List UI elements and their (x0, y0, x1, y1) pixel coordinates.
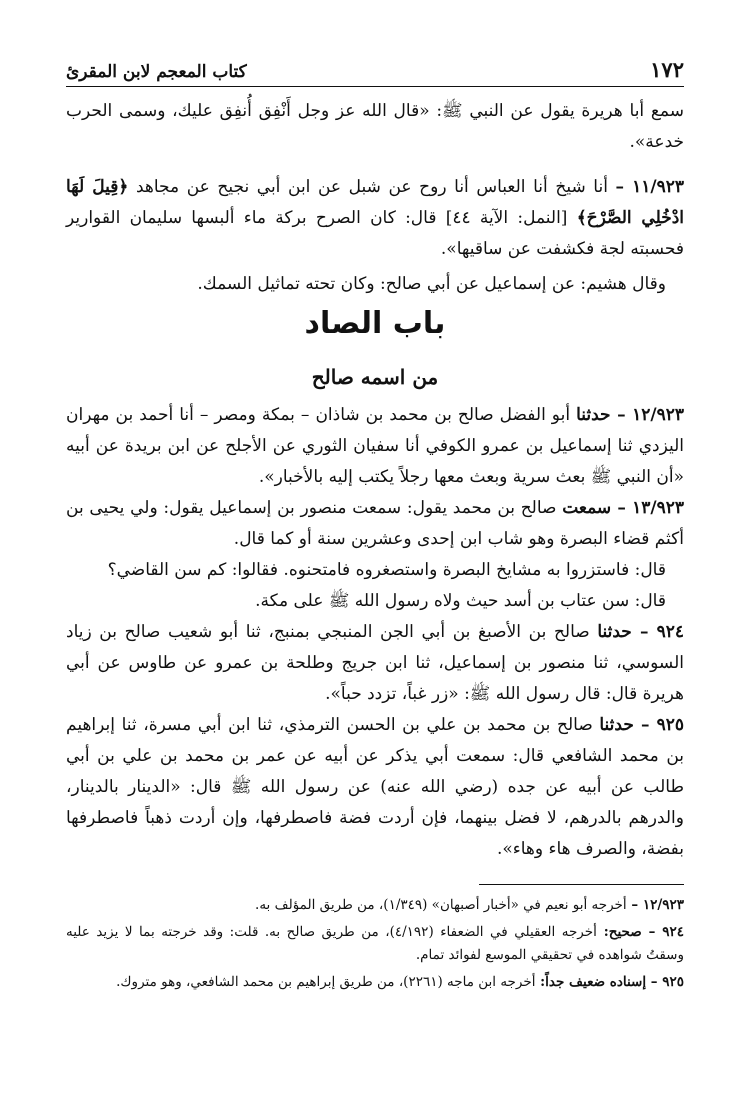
hadith-text: صالح بن محمد بن علي بن الحسن الترمذي، ثنا ابن أبي مسرة، ثنا إبراهيم بن محمد الشافعي قال: سمعت أبي يذكر عن أبيه عن عمر بن محمد بن علي بن أبي طالب عن أبيه عن جده (رضي الله عنه) عن رسول الله ﷺ قال: «الدينار بالدينار، والدرهم بالدرهم، لا فضل بينهما، فإن أردت فضة فاصطرفها، وإن أردت ذهباً فاصطرفها بفضة، والصرف هاء وهاء». (66, 715, 684, 859)
hadith-923-13 (66, 493, 684, 555)
hadith-number: ١١/٩٢٣ – (615, 177, 684, 197)
hadith-text: صالح بن الأصبغ بن أبي الجن المنبجي بمنبج، ثنا أبو شعيب صالح بن زياد السوسي، ثنا منصور بن إسماعيل، ثنا ابن جريج وطلحة بن عمرو عن طاوس عن أبي هريرة قال: قال رسول الله ﷺ: «زر غباً، تزدد حباً». (66, 622, 684, 704)
footnote (66, 971, 684, 994)
hadith-number: ١٣/٩٢٣ – (617, 498, 685, 518)
footnote-text: أخرجه العقيلي في الضعفاء (٤/١٩٢)، من طريق صالح به. قلت: وقد خرجته بما لا يزيد عليه وسقتُ شواهده في تحقيقي الموسع لفوائد تمام. (66, 924, 684, 963)
paragraph-continuation: سمع أبا هريرة يقول عن النبي ﷺ: «قال الله عز وجل أَنْفِق أُنفِق عليك، وسمى الحرب خدعة». (66, 101, 684, 152)
quran-quote: ﴿قِيلَ لَهَا ادْخُلِي الصَّرْحَ﴾ (66, 177, 685, 228)
narration-verb: حدثنا (597, 622, 640, 642)
footnotes (66, 894, 684, 998)
hadith-text: صالح بن محمد يقول: سمعت منصور بن إسماعيل يقول: ولي يحيى بن أكثم قضاء البصرة وهو شاب ابن إحدى وعشرين سنة أو كما قال. (66, 498, 684, 549)
hushaym-note: وقال هشيم: عن إسماعيل عن أبي صالح: وكان تحته تماثيل السمك. (197, 274, 666, 294)
running-title: كتاب المعجم لابن المقرئ (66, 62, 247, 82)
footnote (66, 921, 684, 967)
main-text (66, 96, 684, 865)
hadith-925 (66, 710, 684, 865)
narration-verb: حدثنا (576, 405, 618, 425)
sub-title: من اسمه صالح (311, 365, 439, 389)
hadith-text-continued: [النمل: الآية ٤٤] قال: كان الصرح بركة ماء ألبسها سليمان القوارير فحسبته لجة فكشفت عن ساقيها». (66, 208, 684, 259)
hadith-923-12 (66, 400, 684, 493)
page-header (66, 52, 684, 87)
narration-verb: سمعت (562, 498, 618, 518)
hadith-924 (66, 617, 684, 710)
footnote-ref: ٩٢٥ – إسناده ضعيف جداً: (535, 974, 684, 990)
hadith-number: ١٢/٩٢٣ – (617, 405, 684, 425)
hadith-text: أنا شيخ أنا العباس أنا روح عن شبل عن ابن أبي نجيح عن مجاهد (128, 177, 616, 197)
answer-line: قال: سن عتاب بن أسد حيث ولاه رسول الله ﷺ على مكة. (255, 591, 666, 611)
hadith-923-11 (66, 172, 684, 265)
footnote-ref: ٩٢٤ – صحيح: (596, 924, 685, 940)
hadith-number: ٩٢٤ – (639, 622, 684, 642)
footnote-divider (479, 884, 684, 885)
section-title: باب الصاد (304, 306, 446, 341)
footnote-ref: ١٢/٩٢٣ – (626, 897, 684, 913)
hadith-text: أبو الفضل صالح بن محمد بن شاذان – بمكة ومصر – أنا أحمد بن مهران اليزدي ثنا إسماعيل بن عمرو الكوفي أنا سفيان الثوري عن الأجلح عن ابن بريدة عن أبيه «أن النبي ﷺ بعث سرية وبعث معها رجلاً يكتب إليه بالأخبار». (66, 405, 684, 487)
page-number: ١٧٢ (650, 57, 684, 82)
question-line: قال: فاستزروا به مشايخ البصرة واستصغروه فامتحنوه. فقالوا: كم سن القاضي؟ (107, 560, 666, 580)
footnote-text: أخرجه ابن ماجه (٢٢٦١)، من طريق إبراهيم بن محمد الشافعي، وهو متروك. (116, 974, 536, 990)
narration-verb: حدثنا (599, 715, 641, 735)
footnote (66, 894, 684, 917)
footnote-text: أخرجه أبو نعيم في «أخبار أصبهان» (١/٣٤٩)، من طريق المؤلف به. (255, 897, 627, 913)
hadith-number: ٩٢٥ – (640, 715, 684, 735)
